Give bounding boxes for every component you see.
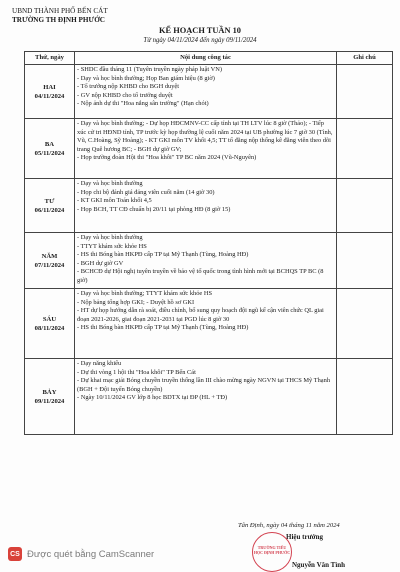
task-line: - HS thi Bóng bàn HKPĐ cấp TP tại Mỹ Thạnh (Tùng, Hoàng HĐ) xyxy=(77,324,249,332)
plan-table xyxy=(24,51,393,435)
task-line: - BCHCĐ dự Hội nghị tuyên truyền về bảo vệ tổ quốc trong tình hình mới tại BCHQS TP BC (8 giờ) xyxy=(77,268,324,284)
watermark-text: Được quét bằng CamScanner xyxy=(27,548,155,560)
task-line: - Họp chi bộ đánh giá đảng viên cuối năm (14 giờ 30) xyxy=(77,188,215,196)
page-subtitle: Từ ngày 04/11/2024 đến ngày 09/11/2024 xyxy=(143,37,257,44)
table-row xyxy=(25,289,393,359)
task-line: - Nộp ảnh dự thi "Hoa nắng sân trường" (Hạn chót) xyxy=(77,100,209,108)
header-line2: TRƯỜNG TH ĐỊNH PHƯỚC xyxy=(12,16,105,24)
task-line: - Ngày 10/11/2024 GV lớp 8 học BDTX tại ĐP (HL + TĐ) xyxy=(77,394,228,402)
header-content: Nội dung công tác xyxy=(75,52,337,65)
note-cell xyxy=(337,233,393,289)
table-row xyxy=(25,65,393,119)
header-line1: UBND THÀNH PHỐ BẾN CÁT xyxy=(12,7,108,15)
task-line: - TTYT khám sức khỏe HS xyxy=(77,242,147,250)
note-cell xyxy=(337,289,393,359)
table-row xyxy=(25,179,393,233)
day-name: SÁU xyxy=(42,315,57,323)
note-cell xyxy=(337,119,393,179)
day-cell xyxy=(25,179,75,233)
task-line: - Tổ trưởng nộp KHBD cho BGH duyệt xyxy=(77,83,180,91)
day-date: 04/11/2024 xyxy=(34,92,65,100)
stamp-text: TRƯỜNG TIỂU HỌC ĐỊNH PHƯỚC xyxy=(253,545,291,555)
day-name: NĂM xyxy=(41,252,58,260)
task-line: - SHDC đầu tháng 11 (Tuyên truyền ngày pháp luật VN) xyxy=(77,66,222,73)
day-date: 07/11/2024 xyxy=(34,261,65,269)
page-title: KẾ HOẠCH TUẦN 10 xyxy=(159,26,241,35)
day-name: BA xyxy=(44,140,55,148)
task-line: - Dự thi vòng 1 hội thi "Hoa khôi" TP Bến Cát xyxy=(77,368,196,376)
task-line: - Dạy và học bình thường; Họp Ban giám hiệu (8 giờ) xyxy=(77,74,215,82)
task-line: - Họp trường đoàn Hội thi "Hoa khôi" TP BC năm 2024 (Vũ-Nguyên) xyxy=(77,154,257,162)
table-row xyxy=(25,119,393,179)
header-day: Thứ, ngày xyxy=(25,52,75,65)
day-name: TƯ xyxy=(44,197,55,205)
task-line: - Nộp bảng tổng hợp GKI; - Duyệt hồ sơ GKI xyxy=(77,298,195,306)
task-line: - GV nộp KHBD cho tổ trưởng duyệt xyxy=(77,91,173,99)
task-line: - Dạy và học bình thường xyxy=(77,180,143,187)
table-row xyxy=(25,359,393,435)
task-line: - Dạy và học bình thường; TTYT khám sức khỏe HS xyxy=(77,290,213,297)
day-date: 05/11/2024 xyxy=(34,149,65,157)
content-cell xyxy=(75,233,337,289)
day-cell xyxy=(25,119,75,179)
task-line: - KT GKI môn Toán khối 4,5 xyxy=(77,197,152,205)
signer-name: Nguyễn Văn Tình xyxy=(292,561,346,569)
content-cell xyxy=(75,179,337,233)
task-line: - Dạy và học bình thường; - Dự họp HĐCMNV-CC cấp tỉnh tại TH LTV lúc 8 giờ (Thảo); - Tiếp xúc cử tri HĐND tỉnh, TP trước kỳ họp thường lệ cuối năm 2024 tại UB phường lúc 7 giờ 30 (Tình, Vũ, C.Hoàng, Sỹ Hoàng); - KT GKI môn TV khối 4,5; TT tổ đăng nộp thống kê đăng viên theo dõi trang Quê hương BC; - BGH dự giờ GV; xyxy=(77,120,333,153)
content-cell xyxy=(75,289,337,359)
day-date: 08/11/2024 xyxy=(34,324,65,332)
task-line: - HT dự họp hướng dẫn rà soát, điều chỉnh, bổ sung quy hoạch đội ngũ kế cận viên chức QL giai đoạn 2021-2026, giai đoạn 2021-2031 tại PGD lúc 8 giờ 30 xyxy=(77,307,324,323)
content-cell xyxy=(75,65,337,119)
day-date: 06/11/2024 xyxy=(34,206,65,214)
task-line: - Họp BCH, TT CĐ chuẩn bị 20/11 tại phòng HĐ (8 giờ 15) xyxy=(77,205,231,213)
task-line: - HS thi Bóng bàn HKPĐ cấp TP tại Mỹ Thạnh (Tùng, Hoàng HĐ) xyxy=(77,251,249,259)
day-cell xyxy=(25,65,75,119)
note-cell xyxy=(337,65,393,119)
note-cell xyxy=(337,359,393,435)
header-note: Ghi chú xyxy=(337,52,393,65)
day-cell xyxy=(25,289,75,359)
day-date: 09/11/2024 xyxy=(34,397,65,405)
day-name: HAI xyxy=(43,83,56,91)
task-line: - BGH dự giờ GV xyxy=(77,259,124,267)
table-header-row xyxy=(25,52,393,65)
task-line: - Dạy và học bình thường xyxy=(77,234,143,241)
content-cell xyxy=(75,119,337,179)
content-cell xyxy=(75,359,337,435)
camscanner-logo-icon: CS xyxy=(8,547,22,561)
signature-date: Tân Định, ngày 04 tháng 11 năm 2024 xyxy=(238,522,340,529)
table-row xyxy=(25,233,393,289)
note-cell xyxy=(337,179,393,233)
signature-role: Hiệu trưởng xyxy=(286,533,324,541)
day-name: BẢY xyxy=(42,388,57,396)
day-cell xyxy=(25,359,75,435)
camscanner-watermark xyxy=(8,546,154,562)
task-line: - Dạy năng khiếu xyxy=(77,360,122,367)
task-line: - Dự khai mạc giải Bóng chuyền truyền thống lần III chào mừng ngày NGVN tại THCS Mỹ Thạnh (BGH + Đội tuyển Bóng chuyền) xyxy=(77,377,331,393)
school-stamp xyxy=(252,532,292,572)
day-cell xyxy=(25,233,75,289)
school-header xyxy=(12,7,108,25)
